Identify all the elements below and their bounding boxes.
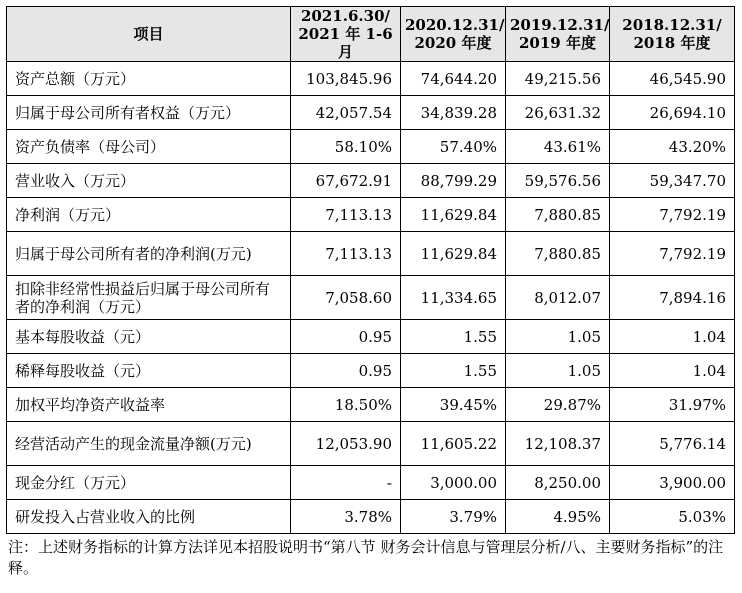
cell-value: 31.97%	[610, 388, 735, 422]
table-row	[7, 422, 735, 466]
row-label: 经营活动产生的现金流量净额(万元)	[7, 422, 291, 466]
table-row	[7, 62, 735, 96]
header-period-line1: 2020.12.31/	[405, 16, 505, 34]
table-row	[7, 164, 735, 198]
cell-value: 59,347.70	[610, 164, 735, 198]
cell-value: 7,058.60	[291, 276, 401, 320]
row-label: 稀释每股收益（元）	[7, 354, 291, 388]
cell-value: 11,605.22	[401, 422, 506, 466]
table-footnote: 注：上述财务指标的计算方法详见本招股说明书“第八节 财务会计信息与管理层分析/八、主要财务指标”的注释。	[8, 538, 724, 577]
header-item: 项目	[7, 7, 291, 62]
cell-value: 1.04	[610, 354, 735, 388]
row-label: 加权平均净资产收益率	[7, 388, 291, 422]
cell-value: 1.05	[506, 354, 610, 388]
cell-value: 3.78%	[291, 500, 401, 534]
cell-value: 7,880.85	[506, 198, 610, 232]
cell-value: 26,631.32	[506, 96, 610, 130]
cell-value: 8,012.07	[506, 276, 610, 320]
cell-value: 7,113.13	[291, 198, 401, 232]
cell-value: 7,880.85	[506, 232, 610, 276]
cell-value: 42,057.54	[291, 96, 401, 130]
row-label: 净利润（万元）	[7, 198, 291, 232]
cell-value: 74,644.20	[401, 62, 506, 96]
cell-value: 18.50%	[291, 388, 401, 422]
cell-value: 46,545.90	[610, 62, 735, 96]
table-row	[7, 130, 735, 164]
cell-value: 7,792.19	[610, 198, 735, 232]
cell-value: 57.40%	[401, 130, 506, 164]
cell-value: 7,792.19	[610, 232, 735, 276]
cell-value: 1.04	[610, 320, 735, 354]
table-row	[7, 500, 735, 534]
cell-value: 0.95	[291, 354, 401, 388]
row-label: 营业收入（万元）	[7, 164, 291, 198]
cell-value: 7,894.16	[610, 276, 735, 320]
cell-value: 29.87%	[506, 388, 610, 422]
row-label: 资产负债率（母公司）	[7, 130, 291, 164]
header-period-line2: 2018 年度	[633, 34, 711, 52]
cell-value: 0.95	[291, 320, 401, 354]
row-label: 基本每股收益（元）	[7, 320, 291, 354]
table-row	[7, 388, 735, 422]
header-period-2019	[506, 7, 610, 62]
cell-value: 12,053.90	[291, 422, 401, 466]
cell-value: 1.55	[401, 320, 506, 354]
table-row	[7, 96, 735, 130]
header-period-2021h1	[291, 7, 401, 62]
table-row	[7, 276, 735, 320]
cell-value: 39.45%	[401, 388, 506, 422]
row-label: 现金分红（万元）	[7, 466, 291, 500]
financial-indicators-section	[6, 6, 734, 579]
cell-value: 3.79%	[401, 500, 506, 534]
cell-value: 43.20%	[610, 130, 735, 164]
cell-value: 1.55	[401, 354, 506, 388]
header-period-2018	[610, 7, 735, 62]
header-period-line2: 2020 年度	[414, 34, 492, 52]
cell-value: 8,250.00	[506, 466, 610, 500]
table-row	[7, 466, 735, 500]
financial-indicators-table	[6, 6, 735, 534]
header-period-line1: 2019.12.31/	[510, 16, 610, 34]
table-row	[7, 354, 735, 388]
cell-value: 67,672.91	[291, 164, 401, 198]
row-label: 归属于母公司所有者权益（万元）	[7, 96, 291, 130]
cell-value: 5,776.14	[610, 422, 735, 466]
table-row	[7, 232, 735, 276]
row-label: 归属于母公司所有者的净利润(万元)	[7, 232, 291, 276]
cell-value: 3,000.00	[401, 466, 506, 500]
table-row	[7, 320, 735, 354]
cell-value: -	[291, 466, 401, 500]
header-period-line1: 2021.6.30/	[301, 7, 390, 25]
cell-value: 1.05	[506, 320, 610, 354]
table-row	[7, 198, 735, 232]
cell-value: 43.61%	[506, 130, 610, 164]
cell-value: 11,334.65	[401, 276, 506, 320]
cell-value: 49,215.56	[506, 62, 610, 96]
header-period-line2: 2019 年度	[519, 34, 596, 52]
cell-value: 88,799.29	[401, 164, 506, 198]
cell-value: 4.95%	[506, 500, 610, 534]
cell-value: 3,900.00	[610, 466, 735, 500]
header-period-line2: 2021 年 1-6 月	[298, 25, 393, 61]
cell-value: 12,108.37	[506, 422, 610, 466]
header-period-line1: 2018.12.31/	[622, 16, 722, 34]
table-header-row	[7, 7, 735, 62]
cell-value: 103,845.96	[291, 62, 401, 96]
cell-value: 11,629.84	[401, 198, 506, 232]
row-label: 研发投入占营业收入的比例	[7, 500, 291, 534]
row-label: 资产总额（万元）	[7, 62, 291, 96]
cell-value: 7,113.13	[291, 232, 401, 276]
cell-value: 34,839.28	[401, 96, 506, 130]
cell-value: 59,576.56	[506, 164, 610, 198]
row-label: 扣除非经常性损益后归属于母公司所有者的净利润（万元）	[7, 276, 291, 320]
cell-value: 5.03%	[610, 500, 735, 534]
cell-value: 11,629.84	[401, 232, 506, 276]
cell-value: 58.10%	[291, 130, 401, 164]
header-period-2020	[401, 7, 506, 62]
cell-value: 26,694.10	[610, 96, 735, 130]
